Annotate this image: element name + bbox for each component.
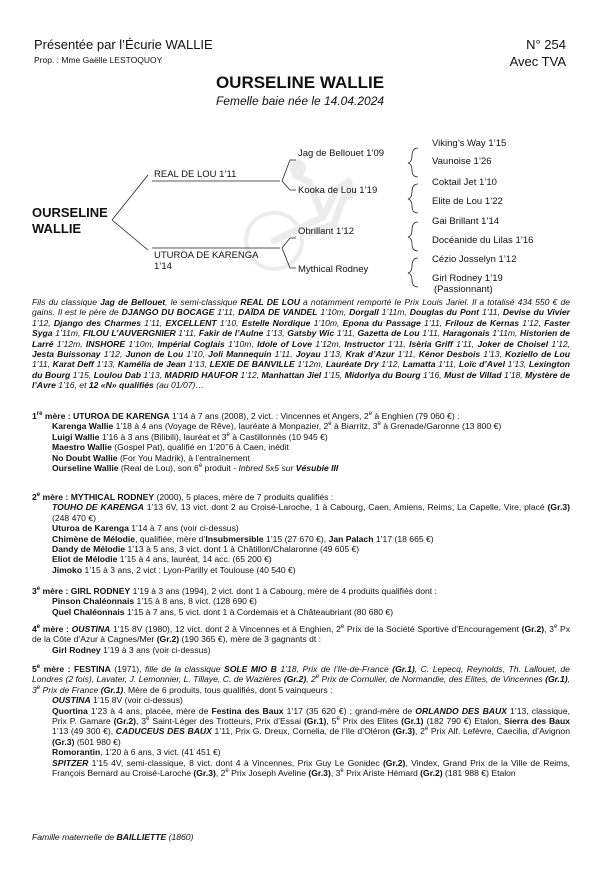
ordinal-suffix: e xyxy=(328,421,332,428)
text-run: Epona du Passage xyxy=(342,317,421,328)
text-run: 1’13, classique, Prix P. Gamare xyxy=(52,705,570,727)
ordinal-suffix: e xyxy=(340,768,344,775)
text-run: mère : xyxy=(40,492,71,502)
ordinal-suffix: e xyxy=(36,684,41,691)
lot-number: N° 254 xyxy=(526,37,566,52)
pedigree-dam xyxy=(154,250,259,272)
text-run: , Vindex, Grand Prix de la Ville de Reims, François Bernard au Croisé-Laroche xyxy=(52,757,571,779)
text-run: Krak d’Azur xyxy=(345,349,395,360)
text-run: Jesta Buissonay xyxy=(32,349,101,360)
text-run: (Gr.1) xyxy=(100,684,124,695)
text-run: Mystère de l’Avre xyxy=(32,369,570,391)
text-run: 1’13, xyxy=(320,349,346,360)
produce-entry xyxy=(32,607,570,617)
text-run: 1’15, xyxy=(70,369,94,380)
ddd-line2: (Passionnant) xyxy=(434,284,493,295)
text-run: 1’12m, xyxy=(53,338,86,349)
text-run: Quel Chaléonnais xyxy=(52,606,125,617)
text-run: 1’11, xyxy=(175,328,199,339)
text-run: 1’13 6V, 13 vict. dont 2 au Croisé-Laroche, 1 à Cabourg, Caen, Amiens, Reims, La Capelle, Vire, placé xyxy=(143,502,548,513)
text-run: (1860) xyxy=(166,832,194,842)
text-run: 1’11, xyxy=(479,307,503,318)
pedigree-sire: REAL DE LOU 1’11 xyxy=(154,169,237,180)
fifth-dam-heading xyxy=(32,664,570,695)
text-run: 1’11, xyxy=(420,317,446,328)
text-run: , 3 xyxy=(32,674,570,695)
text-run: Karenga Wallie xyxy=(52,421,114,432)
text-run: 1’15 à 3 ans, 2 vict : Lyon-Parilly et Toulouse (40 540 €) xyxy=(82,564,296,575)
text-run: mère : xyxy=(40,624,72,634)
text-run: Prix de Cornulier, de Normandie, des Elites, de Vincennes xyxy=(319,674,546,685)
text-run: 4 xyxy=(32,624,37,634)
ordinal-suffix: re xyxy=(36,411,43,418)
text-run: Idole of Love xyxy=(257,338,312,349)
text-run: à Grenade/Garonne (13 800 €) xyxy=(380,421,502,432)
pedigree-sd-dam: Elite de Lou 1’22 xyxy=(432,196,503,207)
produce-entry xyxy=(32,453,570,463)
text-run: à Biarritz, 3 xyxy=(331,421,378,432)
foal-name-line1: OURSELINE xyxy=(32,205,108,220)
text-run: (1971), xyxy=(110,664,146,674)
text-run: Luigi Wallie xyxy=(52,431,100,442)
text-run: , le semi-classique xyxy=(165,297,241,307)
text-run: 1’13, xyxy=(185,359,210,370)
text-run: (Gospel Pat), qualifié en 1’20’’6 à Caen, inédit xyxy=(111,442,289,453)
produce-entry xyxy=(32,421,570,431)
text-run: (Gr.3) xyxy=(193,768,216,779)
text-run: GIRL RODNEY xyxy=(70,586,131,596)
text-run: à Enghien (79 060 €) : xyxy=(372,411,460,421)
ordinal-suffix: e xyxy=(340,624,345,631)
foal-name-line2: WALLIE xyxy=(32,221,82,236)
text-run: SPITZER xyxy=(52,757,89,768)
pedigree-ss-dam: Vaunoise 1’26 xyxy=(432,156,492,167)
ddd-line1: Girl Rodney 1’19 xyxy=(432,273,503,284)
text-run: 1’11m, xyxy=(52,328,83,339)
second-dam-heading xyxy=(32,492,570,502)
text-run: 1’12m, xyxy=(294,359,326,370)
text-run: (248 470 €) xyxy=(52,512,96,523)
text-run: , 5 xyxy=(326,716,337,727)
text-run: (Gr.1) xyxy=(545,674,568,685)
text-run: , 1’20 à 6 ans, 3 vict. (41 451 €) xyxy=(100,747,221,758)
pedigree-ds-dam: Docéanide du Lilas 1’16 xyxy=(432,235,534,246)
text-run: 1’11, xyxy=(452,338,478,349)
produce-entry xyxy=(32,695,570,705)
text-run: 1’11, xyxy=(435,359,459,370)
text-run: Fakir de l’Aulne xyxy=(198,328,264,339)
text-run: 1’13, xyxy=(504,359,529,370)
text-run: INSHORE xyxy=(85,338,126,349)
produce-entry xyxy=(32,544,570,554)
text-run: mère : xyxy=(40,586,71,596)
seller-name: Présentée par l’Écurie WALLIE xyxy=(34,37,213,52)
produce-entry xyxy=(32,706,570,748)
ordinal-suffix: e xyxy=(377,421,381,428)
text-run: 1’18, xyxy=(501,369,526,380)
text-run: 1’12, xyxy=(237,369,262,380)
ordinal-suffix: e xyxy=(336,716,340,723)
text-run: . Mère de 6 produits, tous qualifiés, dont 5 vainqueurs : xyxy=(123,684,333,695)
text-run: Maestro Wallie xyxy=(52,442,112,453)
text-run: Must de Villad xyxy=(444,369,502,380)
ordinal-suffix: e xyxy=(36,624,41,631)
horse-name: OURSELINE WALLIE xyxy=(215,73,385,92)
text-run: Eliot de Mélodie xyxy=(52,554,118,565)
text-run: 1’19 à 3 ans (voir ci-dessus) xyxy=(100,644,211,655)
text-run: Sierra des Baux xyxy=(504,716,570,727)
text-run: 1’12, xyxy=(548,338,571,349)
maternal-family-note xyxy=(32,832,570,842)
text-run: 1’23 à 4 ans, placée, mère de xyxy=(87,705,212,716)
text-run: Devise du Vivier xyxy=(502,307,570,318)
text-run: (For You Madrik), à l’entraînement xyxy=(117,452,250,463)
text-run: OUSTINA xyxy=(71,624,111,634)
text-run: 5 xyxy=(32,664,37,674)
text-run: (Gr.2) xyxy=(521,624,545,634)
text-run: REAL DE LOU xyxy=(240,297,300,307)
text-run: 1’15 à 7 ans, 5 vict. dont 1 à Cordemais et à Châteaubriant (80 680 €) xyxy=(124,606,394,617)
first-dam-heading xyxy=(32,411,570,421)
text-run: (2000), 5 places, mère de 7 produits qualifiés : xyxy=(154,492,334,502)
text-run: Gatsby Wic xyxy=(287,328,335,339)
pedigree-sire-dam: Kooka de Lou 1’19 xyxy=(298,185,378,196)
text-run: Chimène de Mélodie xyxy=(52,533,136,544)
pedigree-dd-sire: Cézio Josselyn 1’12 xyxy=(432,254,517,265)
text-run: Loulou Dab xyxy=(93,369,141,380)
text-run: 1’11, xyxy=(141,317,166,328)
text-run: Ourseline Wallie xyxy=(52,463,119,474)
pedigree-sd-sire: Coktail Jet 1’10 xyxy=(432,177,497,188)
fourth-dam-heading xyxy=(32,624,570,645)
ordinal-suffix: e xyxy=(198,463,203,470)
text-run: 1’12, xyxy=(519,317,545,328)
text-run: 1’11, Prix G. Dreux, Cornelia, de l’Ile d’Oléron xyxy=(211,726,393,737)
text-run: (Gr.3) xyxy=(392,726,416,737)
text-run: Fils du classique xyxy=(32,297,101,307)
produce-entry xyxy=(32,463,570,473)
text-run: , 3 xyxy=(544,624,554,634)
text-run: OUSTINA xyxy=(52,695,91,706)
text-run: 1’10, xyxy=(183,349,209,360)
text-run: Koziello de Lou xyxy=(505,349,570,360)
pedigree-dd-dam xyxy=(432,273,503,295)
text-run: mère : xyxy=(42,411,74,421)
text-run: FILOU L’AUVERGNIER xyxy=(82,328,176,339)
text-run: fille de la classique xyxy=(145,664,224,674)
ordinal-suffix: e xyxy=(146,716,150,723)
text-run: Joyau xyxy=(295,349,321,360)
text-run: 1’11, xyxy=(419,328,443,339)
text-run: 1’15 à 8 ans, 8 vict. (128 690 €) xyxy=(134,596,257,607)
text-run: 12 «N» qualifiés xyxy=(88,380,154,391)
text-run: mère : xyxy=(40,664,75,674)
text-run: (Gr.2) xyxy=(283,674,307,685)
text-run: , 2 xyxy=(306,674,316,685)
produce-entry xyxy=(32,596,570,606)
text-run: 1’10, xyxy=(216,317,242,328)
produce-entry xyxy=(32,554,570,564)
text-run: BAILLIETTE xyxy=(116,832,167,842)
text-run: Lexington du Bourg xyxy=(32,359,570,380)
text-run: 1’11, xyxy=(214,307,239,318)
text-run: 1’13, xyxy=(140,369,165,380)
text-run: Romorantin xyxy=(52,747,101,758)
text-run: , 2 xyxy=(215,768,226,779)
pedigree-dam-dam: Mythical Rodney xyxy=(298,264,369,275)
text-run: Joker de Choisel xyxy=(477,338,549,349)
text-run: Girl Rodney xyxy=(52,644,101,655)
text-run: à Castillonnès (10 945 €) xyxy=(229,431,328,442)
text-run: Dandy de Mélodie xyxy=(52,544,126,555)
text-run: 1’13 (49 300 €), xyxy=(52,726,116,737)
text-run: TOUHO DE KARENGA xyxy=(52,502,144,513)
text-run: (Real de Lou), son 6 xyxy=(118,463,199,474)
ordinal-suffix: e xyxy=(368,411,373,418)
text-run: Prix Alf. Lefèvre, Caecilia, d’Avignon xyxy=(428,726,570,737)
pedigree-sire-sire: Jag de Bellouet 1’09 xyxy=(298,148,385,159)
pedigree-ds-sire: Gai Brillant 1’14 xyxy=(432,216,500,227)
text-run: (182 790 €) Etalon, xyxy=(423,716,504,727)
text-run: (Gr.2) xyxy=(113,716,137,727)
text-run: 1’15 8V (1980), 12 vict. dont 2 à Vincennes et à Enghien, 2 xyxy=(110,624,341,634)
text-run: 1’15 à 4 ans, lauréat, 14 acc. (65 200 €) xyxy=(117,554,272,565)
text-run: Inbred 5x5 sur xyxy=(238,463,296,474)
text-run: Impérial Coglais xyxy=(157,338,225,349)
text-run: 1’12, xyxy=(378,359,403,370)
text-run: Jan Palach xyxy=(328,533,374,544)
text-run: 1’10m, xyxy=(310,317,343,328)
text-run: 1’18 à 4 ans (Voyage de Rêve), lauréate à Monpazier, 2 xyxy=(113,421,329,432)
ordinal-suffix: e xyxy=(424,726,429,733)
text-run: 1’17 (18 665 €) xyxy=(373,533,434,544)
text-run: Junon de Lou xyxy=(125,349,184,360)
text-run: Prix de France xyxy=(40,684,101,695)
text-run: 3 xyxy=(32,586,37,596)
ordinal-suffix: e xyxy=(36,492,41,499)
text-run: , 3 xyxy=(136,716,147,727)
text-run: 1’12, xyxy=(32,317,54,328)
text-run: No Doubt Wallie xyxy=(52,452,118,463)
text-run: (Gr.3) xyxy=(52,736,75,747)
text-run: Prix des Elites xyxy=(339,716,402,727)
text-run: Jimoko xyxy=(52,564,83,575)
text-run: Uturoa de Karenga xyxy=(52,523,129,534)
produce-entry xyxy=(32,565,570,575)
text-run: (Gr.3) xyxy=(547,502,570,513)
ordinal-suffix: e xyxy=(226,431,230,438)
text-run: Quortina xyxy=(52,705,88,716)
text-run: 1’10m, xyxy=(317,307,350,318)
third-dam-section xyxy=(32,586,570,617)
produce-entry xyxy=(32,758,570,779)
text-run: Prix de la Société Sportive d’Encouragement xyxy=(344,624,522,634)
text-run: 1’16, et xyxy=(55,380,89,391)
text-run: 1’13, xyxy=(263,328,288,339)
text-run: Estelle Nordique xyxy=(241,317,311,328)
produce-entry xyxy=(32,645,570,655)
text-run: Manhattan Jiel xyxy=(261,369,322,380)
text-run: (190 365 €), mère de 3 gagnants dt : xyxy=(179,634,322,645)
produce-entry xyxy=(32,534,570,544)
text-run: Prix Joseph Aveline xyxy=(228,768,309,779)
text-run: 1’15 4V, semi-classique, 8 vict. dont 4 à Vincennes, Prix Guy Le Gonidec xyxy=(88,757,383,768)
text-run: 1’11m, xyxy=(378,307,410,318)
first-dam-section xyxy=(32,411,570,473)
text-run: Festina des Baux xyxy=(211,705,284,716)
text-run: 1’14 à 7 ans (2008), 2 vict. : Vincennes et Angers, 2 xyxy=(169,411,369,421)
text-run: Gazetta de Lou xyxy=(357,328,420,339)
text-run: Joli Mannequin xyxy=(208,349,272,360)
text-run: 1’13, xyxy=(93,359,118,370)
text-run: Insubmersible xyxy=(205,533,264,544)
text-run: Instructor xyxy=(344,338,385,349)
text-run: (Gr.3) xyxy=(308,768,331,779)
third-dam-heading xyxy=(32,586,570,596)
text-run: (Gr.1) xyxy=(401,716,424,727)
text-run: 1’16, xyxy=(420,369,445,380)
text-run: 1’11, xyxy=(32,359,53,370)
text-run: 1’16 à 3 ans (Bilibili), lauréat et 3 xyxy=(99,431,227,442)
text-run: Px de la Côte d’Azur à Cagnes/Mer xyxy=(32,624,571,645)
text-run: (Gr.2) xyxy=(382,757,406,768)
ordinal-suffix: e xyxy=(225,768,229,775)
text-run: Pinson Chaléonnais xyxy=(52,596,135,607)
text-run: 1’15, xyxy=(321,369,345,380)
text-run: EXCELLENT xyxy=(165,317,217,328)
text-run: produit - xyxy=(202,463,239,474)
text-run: FESTINA xyxy=(74,664,111,674)
text-run: 1’12m, xyxy=(312,338,345,349)
text-run: 1’10m, xyxy=(224,338,258,349)
text-run: Django des Charmes xyxy=(53,317,142,328)
text-run: Loïc d’Avel xyxy=(458,359,505,370)
fourth-dam-section xyxy=(32,624,570,655)
horse-description: Femelle baie née le 14.04.2024 xyxy=(215,94,385,108)
vat-status: Avec TVA xyxy=(509,54,566,69)
text-run: ORLANDO DES BAUX xyxy=(415,705,507,716)
produce-entry xyxy=(32,523,570,533)
text-run: 1’12, xyxy=(100,349,126,360)
text-run: , C. Lepecq, Reynolds, Th. Lallouet, de Londres (2 fois), Lavater, J. Lemonnier, L. Tillaye, C. de Wazières xyxy=(32,664,570,685)
text-run: Douglas du Pont xyxy=(409,307,480,318)
text-run: (181 988 €) Etalon xyxy=(442,768,516,779)
ordinal-suffix: e xyxy=(36,664,41,671)
text-run: Karat Deff xyxy=(52,359,94,370)
text-run: DAÏDA DE VANDEL xyxy=(238,307,318,318)
text-run: Faster Syga xyxy=(32,317,570,339)
owner-name: Prop. : Mme Gaëlle LESTOQUOY xyxy=(34,55,163,65)
text-run: CADUCEUS DES BAUX xyxy=(115,726,212,737)
text-run: 1’15 (27 670 €), xyxy=(263,533,329,544)
text-run: MADRID HAUFOR xyxy=(164,369,238,380)
text-run: Kénor Desbois xyxy=(418,349,481,360)
text-run: Prix Ariste Hémard xyxy=(343,768,421,779)
pedigree-foal-name xyxy=(32,205,132,237)
text-run: 1’15 8V (voir ci-dessus) xyxy=(90,695,183,706)
text-run: Historien de Larré xyxy=(32,328,570,349)
text-run: 1’11m, xyxy=(489,328,521,339)
sire-paragraph xyxy=(32,297,570,391)
text-run: , 2 xyxy=(415,726,425,737)
text-run: UTUROA DE KARENGA xyxy=(73,411,170,421)
text-run: (Gr.2) xyxy=(156,634,180,645)
text-run: 1’11, xyxy=(271,349,296,360)
text-run: SOLE MIO B xyxy=(224,664,277,674)
text-run: , qualifiée, mère d’ xyxy=(135,533,206,544)
produce-entry xyxy=(32,432,570,442)
ordinal-suffix: e xyxy=(36,586,41,593)
text-run: Midorlya du Bourg xyxy=(344,369,421,380)
text-run: 1’11, xyxy=(334,328,358,339)
text-run: Saint-Léger des Trotteurs, Prix d’Essai xyxy=(149,716,304,727)
text-run: (Gr.2) xyxy=(420,768,443,779)
text-run: Frilouz de Kernas xyxy=(445,317,520,328)
pedigree-dam-sire: Obrillant 1’12 xyxy=(298,226,354,237)
text-run: (au 01/07)… xyxy=(153,380,204,391)
ordinal-suffix: e xyxy=(315,674,320,681)
text-run: 1’13, xyxy=(480,349,505,360)
text-run: Isèria Griff xyxy=(409,338,453,349)
text-run: (Gr.1) xyxy=(303,716,327,727)
text-run: (Gr.1) xyxy=(392,664,415,674)
text-run: Famille maternelle de xyxy=(32,832,117,842)
text-run: 1 xyxy=(32,411,37,421)
text-run: 1’10m, xyxy=(125,338,158,349)
text-run: 1’11, xyxy=(394,349,419,360)
text-run: a notamment remporté le Prix Louis Jariel. Il a totalisé 434 550 € de gains. Il est le père de xyxy=(32,297,570,318)
text-run: 1’11, xyxy=(384,338,410,349)
text-run: DJANGO DU BOCAGE xyxy=(121,307,215,318)
text-run: LEXIE DE BANVILLE xyxy=(209,359,295,370)
fifth-dam-section xyxy=(32,664,570,778)
ordinal-suffix: e xyxy=(553,624,558,631)
text-run: Lauréate Dry xyxy=(325,359,379,370)
second-dam-section xyxy=(32,492,570,575)
produce-entry xyxy=(32,442,570,452)
text-run: 1’18, Prix de l’Ile-de-France xyxy=(276,664,393,674)
produce-entry xyxy=(32,747,570,757)
produce-entry xyxy=(32,502,570,523)
text-run: Dorgall xyxy=(349,307,379,318)
text-run: Kamélia de Jean xyxy=(117,359,186,370)
text-run: Haragonais xyxy=(442,328,490,339)
pedigree-ss-sire: Viking’s Way 1’15 xyxy=(432,138,507,149)
text-run: Vésubie III xyxy=(295,463,339,474)
text-run: 1’14 à 7 ans (voir ci-dessus) xyxy=(128,523,239,534)
dam-line2: 1’14 xyxy=(154,261,172,272)
text-run: (501 980 €) xyxy=(74,736,121,747)
text-run: 2 xyxy=(32,492,37,502)
text-run: 1’13 à 5 ans, 3 vict. dont 1 à Châtillon/Chalaronne (49 605 €) xyxy=(125,544,360,555)
text-run: Jag de Bellouet xyxy=(100,297,166,307)
text-run: , 3 xyxy=(330,768,341,779)
text-run: 1’17 (35 620 €) ; grand-mère de xyxy=(283,705,416,716)
text-run: Lamatta xyxy=(402,359,436,370)
dam-line1: UTUROA DE KARENGA xyxy=(154,250,259,261)
text-run: 1’19 à 3 ans (1994), 2 vict. dont 1 à Cabourg, mère de 4 produits qualifiés dont : xyxy=(130,586,437,596)
text-run: MYTHICAL RODNEY xyxy=(70,492,155,502)
